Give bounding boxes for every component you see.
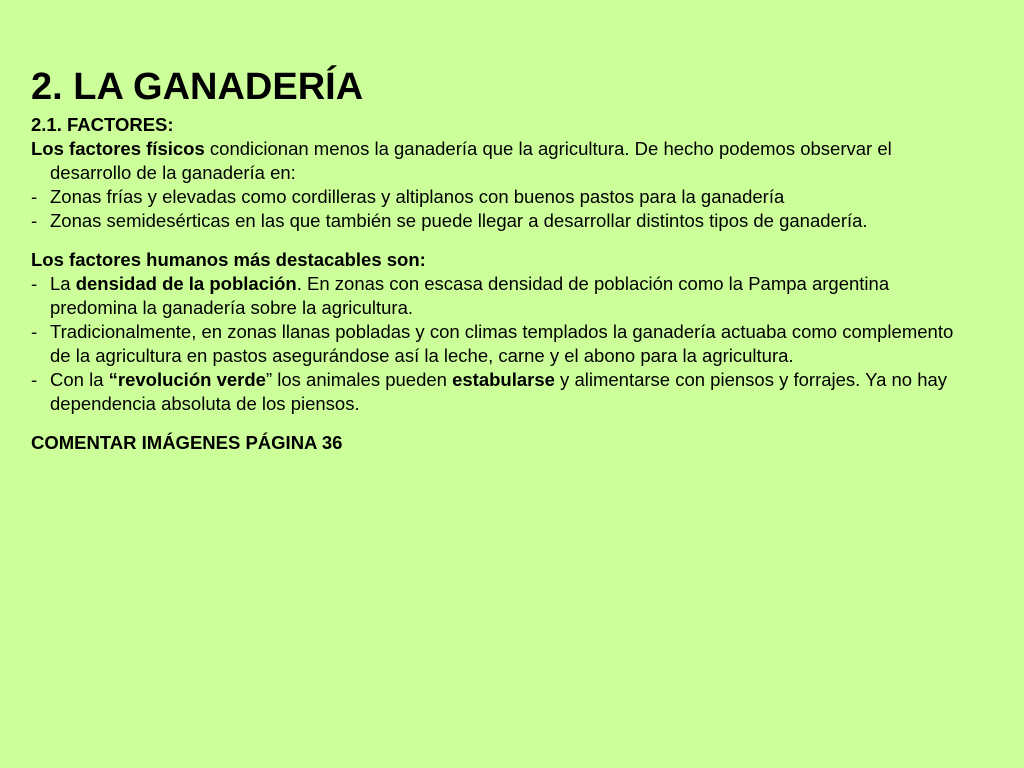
list-item (31, 185, 961, 209)
section-subtitle: 2.1. FACTORES: (31, 114, 174, 135)
human-factors-heading: Los factores humanos más destacables son: (31, 249, 426, 270)
list-item-text: Con la “revolución verde” los animales pueden estabularse y alimentarse con piensos y forrajes. Ya no hay dependencia absoluta de los piensos. (50, 369, 948, 414)
bullet-dash: - (31, 210, 38, 231)
list-item (31, 272, 961, 320)
list-item (31, 320, 961, 368)
bullet-dash: - (31, 321, 38, 342)
bullet-dash: - (31, 273, 38, 294)
list-item-text: Tradicionalmente, en zonas llanas pobladas y con climas templados la ganadería actuaba como complemento de la agricultura en pastos asegurándose así la leche, carne y el abono para la agricultura. (50, 321, 954, 366)
footer-note: COMENTAR IMÁGENES PÁGINA 36 (31, 432, 343, 453)
slide-content (31, 113, 961, 455)
list-item-text: La densidad de la población. En zonas con escasa densidad de población como la Pampa argentina predomina la ganadería sobre la agricultura. (50, 273, 890, 318)
list-item-text: Zonas semidesérticas en las que también se puede llegar a desarrollar distintos tipos de ganadería. (50, 210, 868, 231)
bullet-dash: - (31, 186, 38, 207)
physical-factors-paragraph (31, 137, 961, 185)
physical-factors-lead: Los factores físicos (31, 138, 205, 159)
bullet-dash: - (31, 369, 38, 390)
list-item (31, 368, 961, 416)
physical-factors-text: condicionan menos la ganadería que la agricultura. De hecho podemos observar el desarrollo de la ganadería en: (50, 138, 892, 183)
spacer (31, 416, 961, 431)
spacer (31, 233, 961, 248)
page-title: 2. LA GANADERÍA (31, 66, 364, 108)
list-item (31, 209, 961, 233)
list-item-text: Zonas frías y elevadas como cordilleras y altiplanos con buenos pastos para la ganadería (50, 186, 785, 207)
